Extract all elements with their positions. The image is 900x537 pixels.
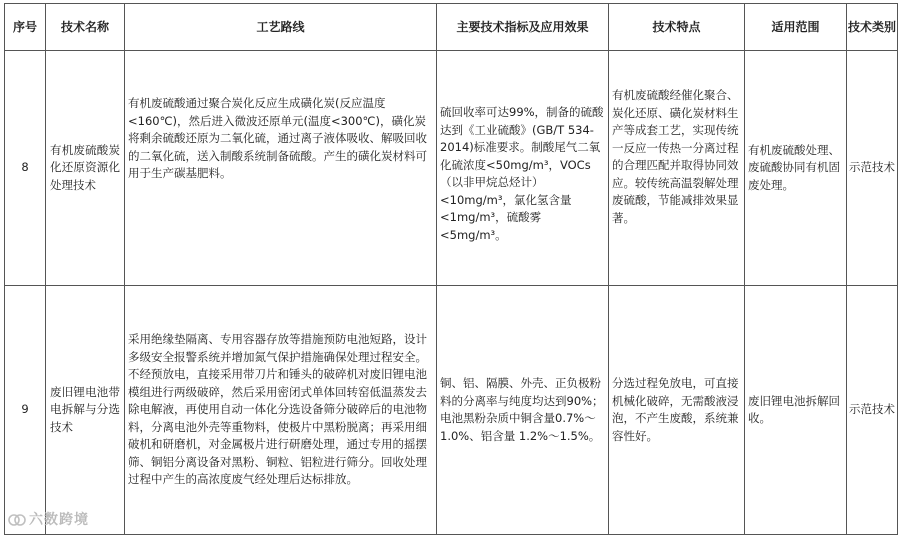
watermark-text: 六数跨境 xyxy=(29,512,89,528)
technology-table xyxy=(4,3,898,535)
row-name: 有机废硫酸炭化还原资源化处理技术 xyxy=(46,51,125,286)
row-indicators xyxy=(437,51,609,286)
row-indicators-text: 硫回收率可达99%，制备的硫酸达到《工业硫酸》(GB/T 534-2014)标准要求。制酸尾气二氧化硫浓度<50mg/m³，VOCs（以非甲烷总烃计）<10mg/m³，氯化氢含量<1mg/m³，硫酸雾<5mg/m³。 xyxy=(440,105,604,242)
row-num: 8 xyxy=(5,51,46,286)
header-row xyxy=(5,4,898,51)
logo-icon xyxy=(8,513,26,527)
row-indicators: 铜、铝、隔膜、外壳、正负极粉料的分离率与纯度均达到90%；电池黑粉杂质中铜含量0.7%～1.0%、铝含量 1.2%～1.5%。 xyxy=(437,286,609,535)
table-row xyxy=(5,51,898,286)
row-name: 废旧锂电池带电拆解与分选技术 xyxy=(46,286,125,535)
row-type: 示范技术 xyxy=(847,286,898,535)
header-features: 技术特点 xyxy=(609,4,745,51)
header-num: 序号 xyxy=(5,4,46,51)
header-process: 工艺路线 xyxy=(125,4,437,51)
row-scope: 废旧锂电池拆解回收。 xyxy=(745,286,847,535)
header-indicators: 主要技术指标及应用效果 xyxy=(437,4,609,51)
watermark xyxy=(8,509,89,529)
row-features-text: 有机废硫酸经催化聚合、炭化还原、磺化炭材料生产等成套工艺，实现传统一反应一传热一分离过程的合理匹配并取得协同效应。较传统高温裂解处理废硫酸，节能减排效果显著。 xyxy=(612,88,739,225)
row-features xyxy=(609,51,745,286)
table-row xyxy=(5,286,898,535)
row-process-text: 有机废硫酸通过聚合炭化反应生成磺化炭(反应温度<160℃)，然后进入微波还原单元(温度<300℃)，磺化炭将剩余硫酸还原为二氧化硫，通过离子液体吸收、解吸回收的二氧化硫，送入制酸系统制备硫酸。产生的磺化炭材料可用于生产碳基肥料。 xyxy=(128,96,427,180)
header-name: 技术名称 xyxy=(46,4,125,51)
row-process xyxy=(125,51,437,286)
row-scope: 有机废硫酸处理、废硫酸协同有机固废处理。 xyxy=(745,51,847,286)
row-num: 9 xyxy=(5,286,46,535)
header-scope: 适用范围 xyxy=(745,4,847,51)
header-type: 技术类别 xyxy=(847,4,898,51)
row-type: 示范技术 xyxy=(847,51,898,286)
row-process: 采用绝缘垫隔离、专用容器存放等措施预防电池短路，设计多级安全报警系统并增加氮气保护措施确保处理过程安全。不经预放电，直接采用带刀片和锤头的破碎机对废旧锂电池模组进行两级破碎，然后采用密闭式单体回转窑低温蒸发去除电解液，再使用自动一体化分选设备筛分破碎后的电池物料，分离电池外壳等重物料，使极片中黑粉脱离；再采用细破机和研磨机，对金属极片进行研磨处理，通过专用的摇摆筛、铜铝分离设备对黑粉、铜粒、铝粒进行筛分。回收处理过程中产生的高浓度废气经处理后达标排放。 xyxy=(125,286,437,535)
row-features: 分选过程免放电，可直接机械化破碎，无需酸液浸泡，不产生废酸，系统兼容性好。 xyxy=(609,286,745,535)
